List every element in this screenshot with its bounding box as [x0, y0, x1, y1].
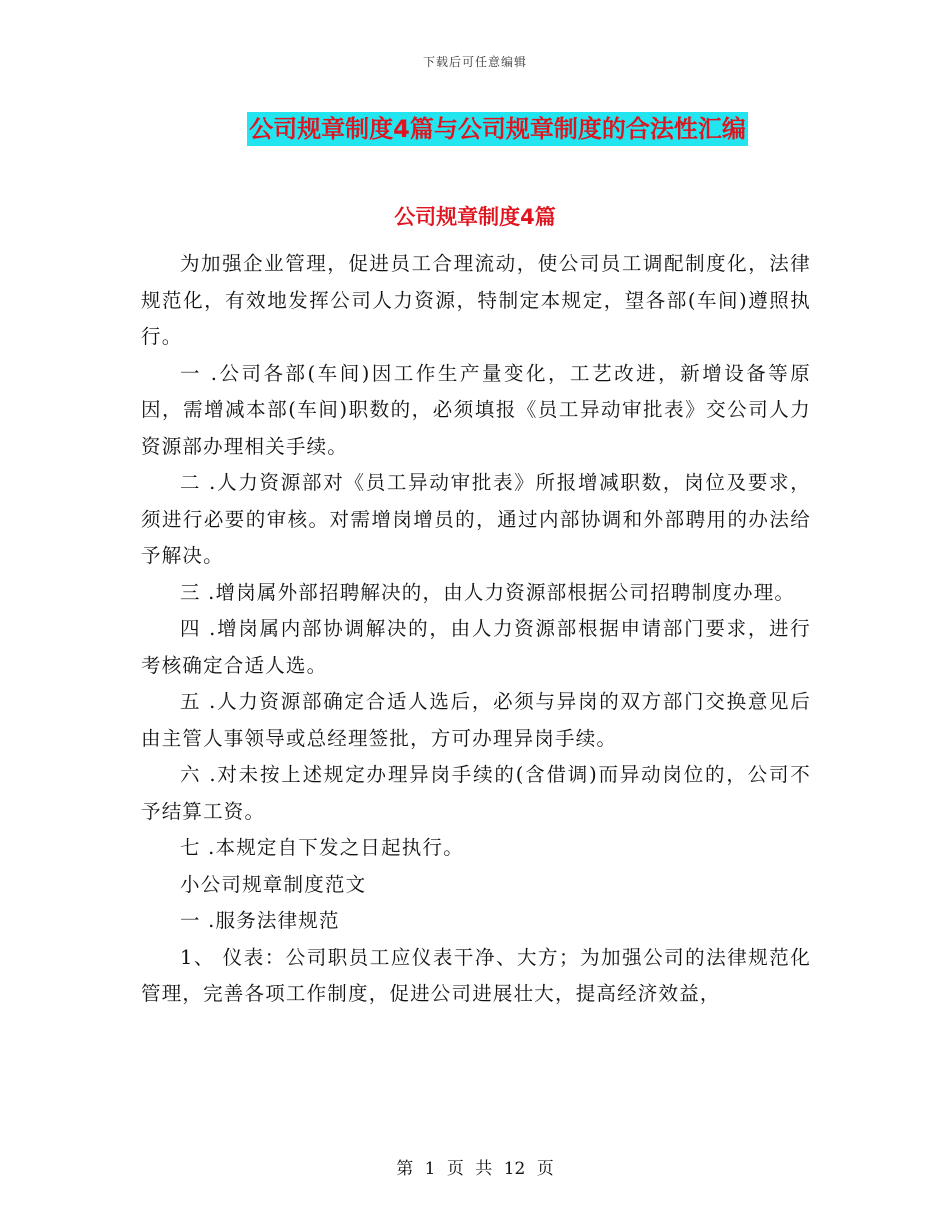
paragraph: 二 .人力资源部对《员工异动审批表》所报增减职数，岗位及要求，须进行必要的审核。对需增岗增员的，通过内部协调和外部聘用的办法给予解决。 — [141, 471, 811, 567]
document-body — [141, 246, 811, 1013]
paragraph: 为加强企业管理，促进员工合理流动，使公司员工调配制度化，法律规范化，有效地发挥公司人力资源，特制定本规定，望各部(车间)遵照执行。 — [141, 252, 811, 348]
paragraph: 1、 仪表：公司职员工应仪表干净、大方；为加强公司的法律规范化管理，完善各项工作制度，促进公司进展壮大，提高经济效益， — [141, 945, 811, 1005]
page-number: 第 1 页 共 12 页 — [396, 1159, 554, 1179]
paragraph: 三 .增岗属外部招聘解决的，由人力资源部根据公司招聘制度办理。 — [180, 580, 796, 604]
paragraph: 四 .增岗属内部协调解决的，由人力资源部根据申请部门要求，进行考核确定合适人选。 — [141, 617, 811, 677]
paragraph: 一 .公司各部(车间)因工作生产量变化，工艺改进，新增设备等原因，需增减本部(车间)职数的，必须填报《员工异动审批表》交公司人力资源部办理相关手续。 — [141, 361, 811, 458]
title-container — [0, 112, 950, 146]
section-title: 公司规章制度4篇 — [394, 205, 556, 229]
paragraph: 小公司规章制度范文 — [180, 872, 367, 896]
paragraph: 六 .对未按上述规定办理异岗手续的(含借调)而异动岗位的，公司不予结算工资。 — [141, 763, 811, 823]
paragraph: 七 .本规定自下发之日起执行。 — [180, 836, 464, 859]
paragraph: 五 .人力资源部确定合适人选后，必须与异岗的双方部门交换意见后由主管人事领导或总经理签批，方可办理异岗手续。 — [141, 690, 811, 750]
paragraph: 一 .服务法律规范 — [180, 909, 340, 932]
document-title: 公司规章制度4篇与公司规章制度的合法性汇编 — [247, 112, 748, 146]
header-note: 下载后可任意编辑 — [422, 55, 527, 69]
